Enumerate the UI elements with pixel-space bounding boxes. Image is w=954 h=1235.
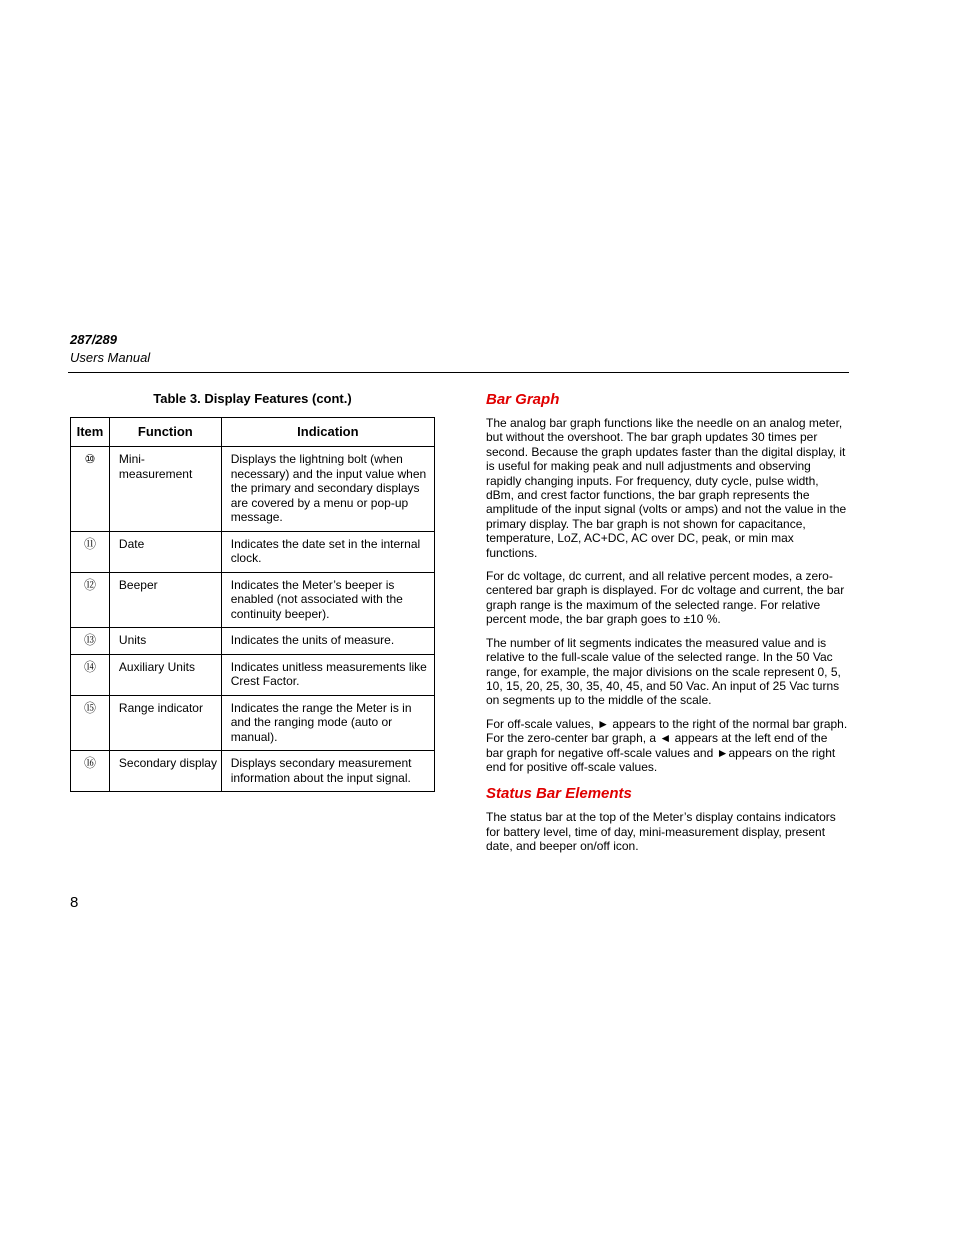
function-cell: Units <box>109 628 221 655</box>
function-cell: Date <box>109 531 221 572</box>
indication-cell: Displays the lightning bolt (when necessary) and the input value when the primary and secondary displays are covered by a menu or pop-up message. <box>221 447 434 532</box>
table-caption: Table 3. Display Features (cont.) <box>153 391 352 406</box>
function-cell: Range indicator <box>109 695 221 751</box>
item-number: ⑬ <box>71 628 110 655</box>
paragraph: The number of lit segments indicates the measured value and is relative to the full-scale value of the selected range. In the 50 Vac range, for example, the major divisions on the scale represent 0, 5, 10, 15, 20, 25, 30, 35, 40, 45, and 50 Vac. An input of 25 Vac turns on segments up to the middle of the scale. <box>486 635 841 708</box>
table-row <box>71 695 435 751</box>
column-header-item: Item <box>71 418 110 447</box>
function-cell: Beeper <box>109 572 221 628</box>
item-number: ⑩ <box>71 447 110 532</box>
right-column <box>486 391 848 863</box>
indication-cell: Displays secondary measurement information about the input signal. <box>221 751 434 792</box>
item-number: ⑫ <box>71 572 110 628</box>
column-header-indication: Indication <box>221 418 434 447</box>
display-features-table <box>70 417 435 792</box>
indication-cell: Indicates the date set in the internal clock. <box>221 531 434 572</box>
section-title-status-bar: Status Bar Elements <box>486 785 632 803</box>
column-header-function: Function <box>109 418 221 447</box>
section-title-bar-graph: Bar Graph <box>486 391 560 408</box>
paragraph: The status bar at the top of the Meter’s display contains indicators for battery level, time of day, mini-measurement display, present date, and beeper on/off icon. <box>486 810 836 854</box>
table-row <box>71 572 435 628</box>
item-number: ⑯ <box>71 751 110 792</box>
item-number: ⑮ <box>71 695 110 751</box>
table-row <box>71 751 435 792</box>
document-model: 287/289 <box>70 332 117 347</box>
paragraph: For dc voltage, dc current, and all relative percent modes, a zero-centered bar graph is displayed. For dc voltage and current, the bar graph range is the maximum of the selected range. For relative percent mode, the bar graph goes to ±10 %. <box>486 569 845 627</box>
function-cell: Auxiliary Units <box>109 654 221 695</box>
header-rule <box>68 372 849 373</box>
document-subtitle: Users Manual <box>70 350 151 365</box>
indication-cell: Indicates the units of measure. <box>221 628 434 655</box>
indication-cell: Indicates the Meter’s beeper is enabled (not associated with the continuity beeper). <box>221 572 434 628</box>
function-cell: Secondary display <box>109 751 221 792</box>
table-row <box>71 447 435 532</box>
function-cell: Mini- measurement <box>109 447 221 532</box>
table-row <box>71 654 435 695</box>
table-row <box>71 628 435 655</box>
table-header-row <box>71 418 435 447</box>
table-row <box>71 531 435 572</box>
indication-cell: Indicates the range the Meter is in and the ranging mode (auto or manual). <box>221 695 434 751</box>
item-number: ⑭ <box>71 654 110 695</box>
paragraph: The analog bar graph functions like the needle on an analog meter, but without the overshoot. The bar graph updates 30 times per second. Because the graph updates faster than the digital display, it is useful for making peak and null adjustments and observing rapidly changing inputs. For frequency, duty cycle, pulse width, dBm, and crest factor functions, the bar graph represents the amplitude of the input signal (volts or amps) and not the value in the primary display. The bar graph is not shown for capacitance, temperature, LoZ, AC+DC, AC over DC, peak, or min max functions. <box>486 416 847 560</box>
item-number: ⑪ <box>71 531 110 572</box>
paragraph: For off-scale values, ► appears to the right of the normal bar graph. For the zero-center bar graph, a ◄ appears at the left end of the bar graph for negative off-scale values and ►appears on the right end for positive off-scale values. <box>486 716 848 774</box>
indication-cell: Indicates unitless measurements like Crest Factor. <box>221 654 434 695</box>
page-number: 8 <box>70 894 79 911</box>
